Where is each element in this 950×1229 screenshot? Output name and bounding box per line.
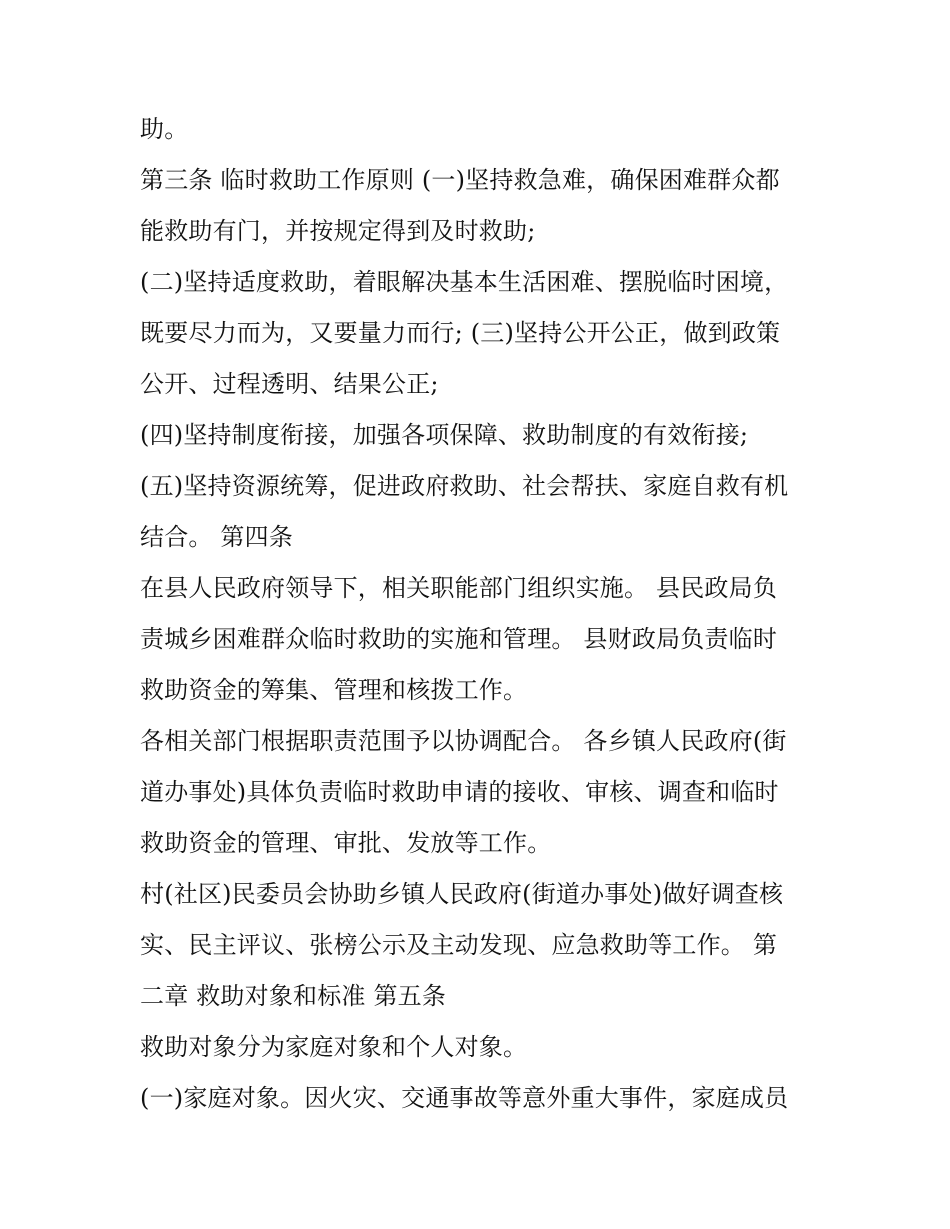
text-line: 实、民主评议、张榜公示及主动发现、应急救助等工作。 第 <box>140 931 778 959</box>
document-body <box>140 104 820 1124</box>
text-line: 助。 <box>140 115 189 143</box>
text-line: 救助对象分为家庭对象和个人对象。 <box>140 1033 528 1061</box>
text-line: 既要尽力而为，又要量力而行; (三)坚持公开公正，做到政策 <box>140 319 781 347</box>
text-line: 村(社区)民委员会协助乡镇人民政府(街道办事处)做好调查核 <box>140 880 784 908</box>
text-line: 第三条 临时救助工作原则 (一)坚持救急难，确保困难群众都 <box>140 166 780 194</box>
text-line: 二章 救助对象和标准 第五条 <box>140 982 447 1010</box>
text-line: (一)家庭对象。因火灾、交通事故等意外重大事件，家庭成员 <box>140 1084 789 1112</box>
text-line: 结合。 第四条 <box>140 523 294 551</box>
text-line: 道办事处)具体负责临时救助申请的接收、审核、调查和临时 <box>140 778 779 806</box>
text-line: (四)坚持制度衔接，加强各项保障、救助制度的有效衔接; <box>140 421 749 449</box>
text-line: (五)坚持资源统筹，促进政府救助、社会帮扶、家庭自救有机 <box>140 472 789 500</box>
text-line: 各相关部门根据职责范围予以协调配合。 各乡镇人民政府(街 <box>140 727 787 755</box>
text-line: 能救助有门，并按规定得到及时救助; <box>140 217 536 245</box>
text-line: 在县人民政府领导下，相关职能部门组织实施。 县民政局负 <box>140 574 778 602</box>
text-line: 救助资金的筹集、管理和核拨工作。 <box>140 676 528 704</box>
text-line: 责城乡困难群众临时救助的实施和管理。 县财政局负责临时 <box>140 625 778 653</box>
text-line: (二)坚持适度救助，着眼解决基本生活困难、摆脱临时困境， <box>140 268 789 296</box>
text-line: 公开、过程透明、结果公正; <box>140 370 439 398</box>
text-line: 救助资金的管理、审批、发放等工作。 <box>140 829 552 857</box>
